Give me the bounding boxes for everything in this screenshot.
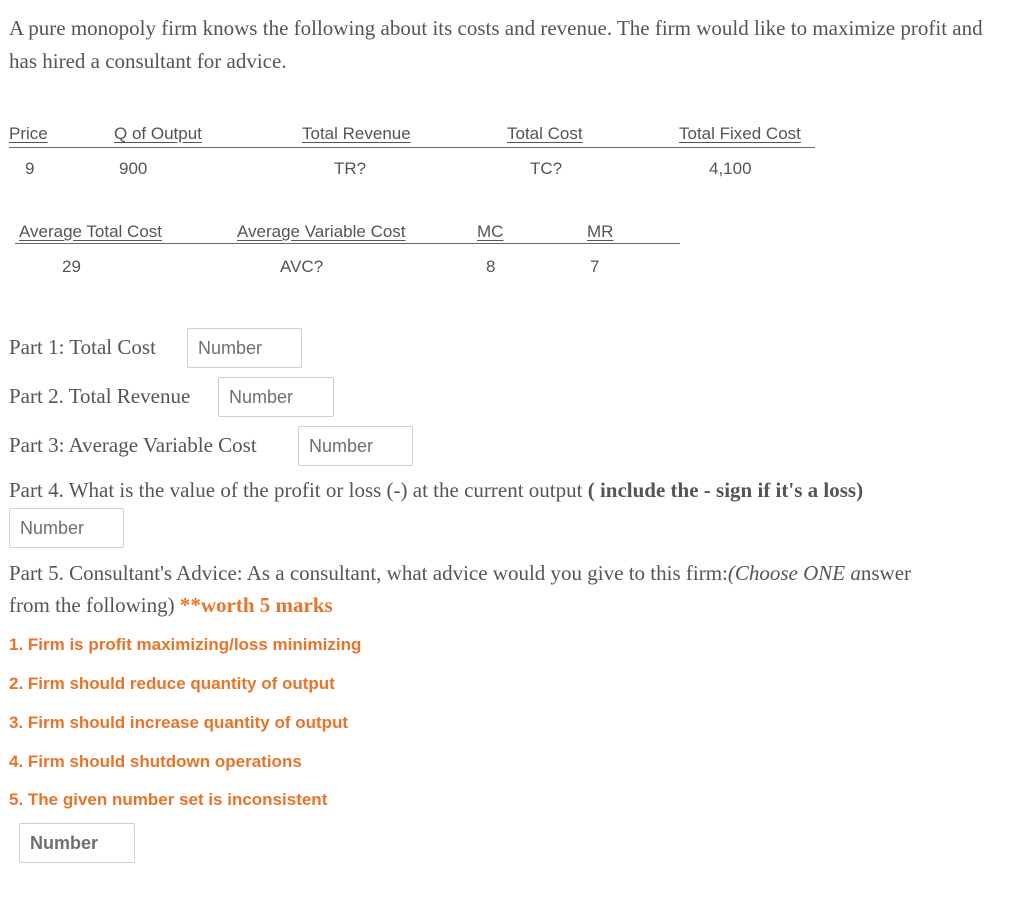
header-average-variable-cost: Average Variable Cost <box>237 222 406 241</box>
part2-label: Part 2. Total Revenue <box>9 384 191 408</box>
option-1: 1. Firm is profit maximizing/loss minimizing <box>9 635 362 654</box>
part5-choose-note: (Choose ONE a <box>727 561 861 585</box>
part5-question-line2 <box>9 593 333 618</box>
value-mr: 7 <box>590 257 600 276</box>
option-3: 3. Firm should increase quantity of output <box>9 713 349 732</box>
header-total-cost: Total Cost <box>507 124 583 143</box>
value-price: 9 <box>25 159 35 178</box>
option-2: 2. Firm should reduce quantity of output <box>9 674 335 693</box>
part2-total-revenue-input[interactable] <box>218 377 334 417</box>
table1-rule <box>9 147 815 148</box>
part5-label: Part 5. Consultant's Advice: As a consultant, what advice would you give to this firm: <box>9 561 728 585</box>
value-q-output: 900 <box>119 159 148 178</box>
header-total-revenue: Total Revenue <box>302 124 411 143</box>
header-average-total-cost: Average Total Cost <box>19 222 163 241</box>
value-total-cost: TC? <box>530 159 563 178</box>
header-mc: MC <box>477 222 504 241</box>
part4-label: Part 4. What is the value of the profit or loss (-) at the current output <box>9 478 583 502</box>
part5-line2: from the following) <box>9 593 175 617</box>
value-average-variable-cost: AVC? <box>280 257 324 276</box>
part1-total-cost-input[interactable] <box>187 328 302 368</box>
part3-label: Part 3: Average Variable Cost <box>9 433 257 457</box>
value-total-revenue: TR? <box>334 159 367 178</box>
part5-question <box>9 561 911 586</box>
part4-loss-note: ( include the - sign if it's a loss) <box>587 478 864 502</box>
header-price: Price <box>9 124 48 143</box>
part4-profit-input[interactable] <box>9 508 124 548</box>
option-4: 4. Firm should shutdown operations <box>9 752 302 771</box>
part3-avc-input[interactable] <box>298 426 413 466</box>
part4-question <box>9 478 863 503</box>
value-total-fixed-cost: 4,100 <box>709 159 752 178</box>
part1-label: Part 1: Total Cost <box>9 335 156 359</box>
header-total-fixed-cost: Total Fixed Cost <box>679 124 801 143</box>
part5-label-tail: nswer <box>860 561 912 585</box>
part5-answer-input[interactable] <box>19 823 135 863</box>
value-average-total-cost: 29 <box>62 257 81 276</box>
option-5: 5. The given number set is inconsistent <box>9 790 328 809</box>
header-q-output: Q of Output <box>114 124 202 143</box>
value-mc: 8 <box>486 257 496 276</box>
table2-rule <box>15 243 680 244</box>
intro-text: A pure monopoly firm knows the following about its costs and revenue. The firm would like to maximize profit and has hired a consultant for advice. <box>9 16 983 73</box>
part5-worth: **worth 5 marks <box>179 593 333 617</box>
header-mr: MR <box>587 222 614 241</box>
